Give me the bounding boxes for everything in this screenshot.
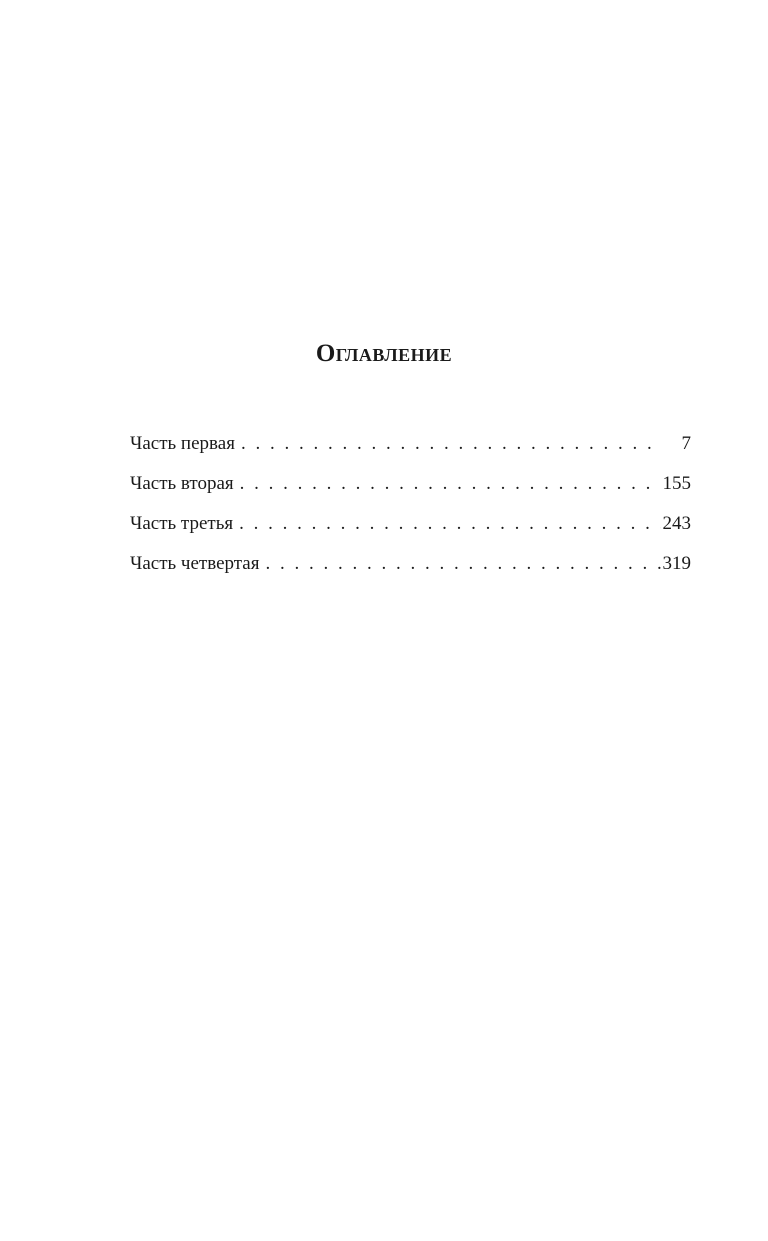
table-of-contents — [130, 424, 691, 584]
toc-entry-part-4[interactable] — [130, 544, 691, 584]
toc-entry-label: Часть четвертая — [130, 553, 260, 574]
toc-dot-leader — [265, 544, 661, 584]
toc-entry-part-2[interactable] — [130, 464, 691, 504]
toc-dot-leader — [239, 504, 661, 544]
toc-dot-leader — [240, 464, 661, 504]
toc-page-number: 7 — [681, 433, 691, 454]
toc-entry-part-1[interactable] — [130, 424, 691, 464]
toc-dot-leader — [241, 424, 661, 464]
toc-entry-label: Часть третья — [130, 513, 234, 534]
toc-page-number: 155 — [662, 473, 691, 494]
toc-page-number: 319 — [662, 553, 691, 574]
toc-entry-label: Часть вторая — [130, 473, 234, 494]
toc-entry-part-3[interactable] — [130, 504, 691, 544]
page-title: Оглавление — [315, 340, 453, 367]
toc-page-number: 243 — [662, 513, 691, 534]
toc-entry-label: Часть первая — [130, 433, 235, 454]
